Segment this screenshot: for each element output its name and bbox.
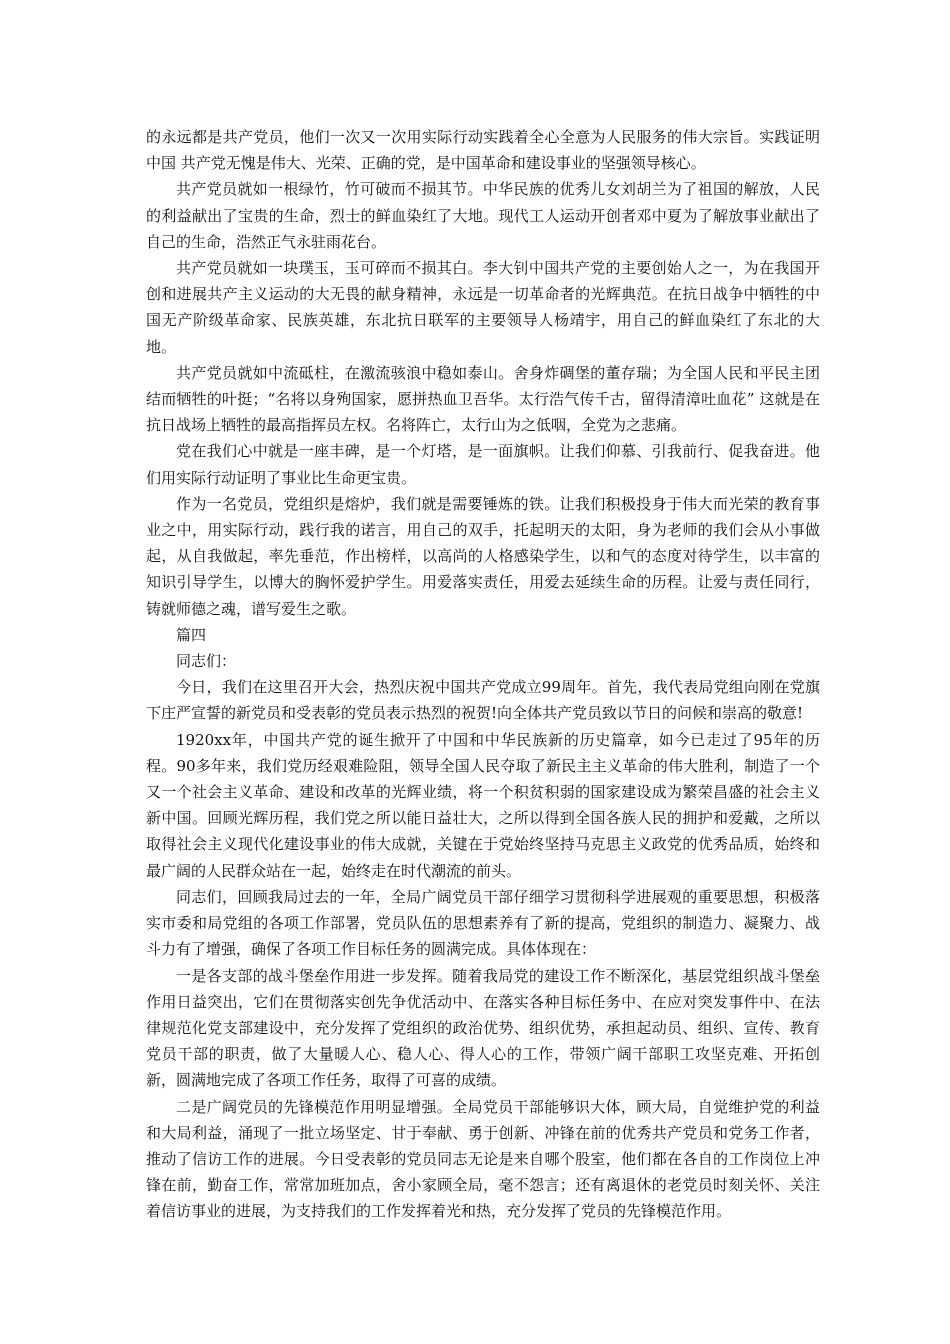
paragraph-7: 今日，我们在这里召开大会，热烈庆祝中国共产党成立99周年。首先，我代表局党组向刚在党旗下庄严宣誓的新党员和受表彰的党员表示热烈的祝贺!向全体共产党员致以节日的问候和崇高的敬意! (146, 678, 820, 723)
paragraph-5: 党在我们心中就是一座丰碑，是一个灯塔，是一面旗帜。让我们仰慕、引我前行、促我奋进。他们用实际行动证明了事业比生命更宝贵。 (146, 442, 820, 487)
paragraph-2: 共产党员就如一根绿竹，竹可破而不损其节。中华民族的优秀儿女刘胡兰为了祖国的解放，人民的利益献出了宝贵的生命，烈士的鲜血染红了大地。现代工人运动开创者邓中夏为了解放事业献出了自己的生命，浩然正气永驻雨花台。 (146, 180, 820, 251)
section-heading: 篇四 (176, 625, 207, 644)
paragraph-4: 共产党员就如中流砥柱，在激流骇浪中稳如泰山。舍身炸碉堡的董存瑞；为全国人民和平民主团结而牺牲的叶挺；“名将以身殉国家，愿拼热血卫吾华。太行浩气传千古，留得清漳吐血花” 这就是在抗日战场上牺牲的最高指挥员左权。名将阵亡，太行山为之低咽，全党为之悲痛。 (146, 363, 820, 435)
salutation: 同志们： (176, 652, 237, 671)
paragraph-8: 1920xx年，中国共产党的诞生掀开了中国和中华民族新的历史篇章，如今已走过了95年的历程。90多年来，我们党历经艰难险阻，领导全国人民夺取了新民主主义革命的伟大胜利，制造了一个又一个社会主义革命、建设和改革的光辉业绩，将一个积贫积弱的国家建设成为繁荣昌盛的社会主义新中国。回顾光辉历程，我们党之所以能日益壮大，之所以得到全国各族人民的拥护和爱戴，之所以取得社会主义现代化建设事业的伟大成就，关键在于党始终坚持马克思主义政党的优秀品质，始终和最广阔的人民群众站在一起，始终走在时代潮流的前头。 (146, 730, 820, 880)
paragraph-1: 的永远都是共产党员，他们一次又一次用实际行动实践着全心全意为人民服务的伟大宗旨。实践证明中国 共产党无愧是伟大、光荣、正确的党，是中国革命和建设事业的坚强领导核心。 (146, 128, 820, 173)
paragraph-11: 二是广阔党员的先锋模范作用明显增强。全局党员干部能够识大体，顾大局，自觉维护党的利益和大局利益，涌现了一批立场坚定、甘于奉献、勇于创新、冲锋在前的优秀共产党员和党务工作者，推动了信访工作的进展。今日受表彰的党员同志无论是来自哪个股室，他们都在各自的工作岗位上冲锋在前，勤奋工作，常常加班加点，舍小家顾全局，毫不怨言；还有离退休的老党员时刻关怀、关注着信访事业的进展，为支持我们的工作发挥着光和热，充分发挥了党员的先锋模范作用。 (146, 1097, 820, 1221)
document-body (146, 124, 820, 1225)
paragraph-3: 共产党员就如一块璞玉，玉可碎而不损其白。李大钊中国共产党的主要创始人之一，为在我国开创和进展共产主义运动的大无畏的献身精神，永远是一切革命者的光辉典范。在抗日战争中牺牲的中国无产阶级革命家、民族英雄，东北抗日联军的主要领导人杨靖宇，用自己的鲜血染红了东北的大地。 (146, 259, 820, 356)
paragraph-6: 作为一名党员，党组织是熔炉，我们就是需要锤炼的铁。让我们积极投身于伟大而光荣的教育事业之中，用实际行动，践行我的诺言，用自己的双手，托起明天的太阳，身为老师的我们会从小事做起，从自我做起，率先垂范，作出榜样，以高尚的人格感染学生，以和气的态度对待学生，以丰富的知识引导学生，以博大的胸怀爱护学生。用爱落实责任，用爱去延续生命的历程。让爱与责任同行，铸就师德之魂，谱写爱生之歌。 (146, 494, 820, 618)
paragraph-9: 同志们，回顾我局过去的一年，全局广阔党员干部仔细学习贯彻科学进展观的重要思想，积极落实市委和局党组的各项工作部署，党员队伍的思想素养有了新的提高，党组织的制造力、凝聚力、战斗力有了增强，确保了各项工作目标任务的圆满完成。具体体现在： (146, 887, 820, 959)
paragraph-10: 一是各支部的战斗堡垒作用进一步发挥。随着我局党的建设工作不断深化，基层党组织战斗堡垒作用日益突出，它们在贯彻落实创先争优活动中、在落实各种目标任务中、在应对突发事件中、在法律规范化党支部建设中，充分发挥了党组织的政治优势、组织优势，承担起动员、组织、宣传、教育党员干部的职责，做了大量暖人心、稳人心、得人心的工作，带领广阔干部职工攻坚克难、开拓创新，圆满地完成了各项工作任务，取得了可喜的成绩。 (146, 966, 820, 1090)
